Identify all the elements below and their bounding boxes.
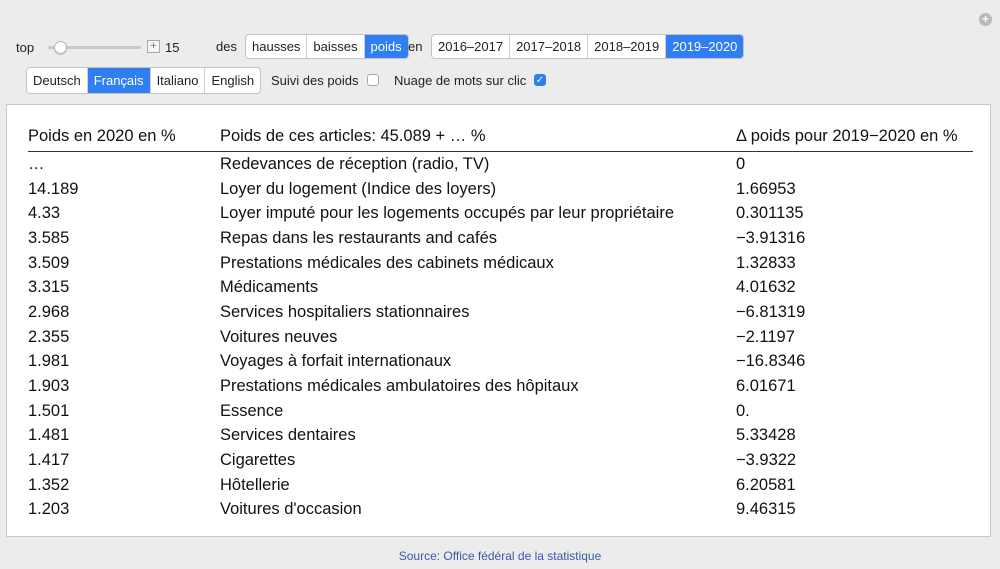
cell-delta: 1.66953	[736, 179, 796, 198]
cell-weight: 3.585	[28, 228, 70, 247]
table-header-row	[28, 122, 973, 152]
table-row	[28, 473, 973, 498]
language-selector	[26, 67, 261, 94]
track-weights-label: Suivi des poids	[271, 73, 359, 88]
sort-option-2[interactable]: poids	[365, 35, 408, 58]
sort-option-1[interactable]: baisses	[307, 35, 364, 58]
table-row	[28, 350, 973, 375]
cell-item: Loyer imputé pour les logements occupés par leur propriétaire	[220, 204, 674, 223]
cell-weight: 14.189	[28, 179, 79, 198]
cell-item: Voyages à forfait internationaux	[220, 352, 452, 371]
language-option-1[interactable]: Français	[88, 68, 151, 93]
cell-delta: 6.01671	[736, 377, 796, 396]
cell-delta: 1.32833	[736, 253, 796, 272]
cell-weight: 2.355	[28, 327, 70, 346]
cell-delta: 5.33428	[736, 426, 796, 445]
wordcloud-label: Nuage de mots sur clic	[394, 73, 527, 88]
cell-weight: 1.903	[28, 377, 70, 396]
cell-delta: −6.81319	[736, 302, 806, 321]
table-row	[28, 325, 973, 350]
cell-delta: 0.	[736, 401, 750, 420]
add-corner-icon[interactable]: +	[979, 13, 992, 26]
table-row	[28, 177, 973, 202]
cell-item: Essence	[220, 401, 284, 420]
language-option-0[interactable]: Deutsch	[27, 68, 88, 93]
cell-weight: 1.481	[28, 426, 70, 445]
table-row	[28, 448, 973, 473]
cell-item: Prestations médicales des cabinets médicaux	[220, 253, 554, 272]
cell-weight: 4.33	[28, 204, 61, 223]
cell-item: Loyer du logement (Indice des loyers)	[220, 179, 497, 198]
period-option-2[interactable]: 2018–2019	[588, 35, 666, 58]
table-row	[28, 275, 973, 300]
cell-weight: 3.315	[28, 278, 70, 297]
language-option-2[interactable]: Italiano	[151, 68, 206, 93]
table-row	[28, 424, 973, 449]
period-option-0[interactable]: 2016–2017	[432, 35, 510, 58]
cell-item: Redevances de réception (radio, TV)	[220, 154, 490, 173]
header-weight: Poids en 2020 en %	[28, 122, 220, 152]
cell-weight: 1.352	[28, 475, 70, 494]
weights-table	[28, 122, 973, 522]
wordcloud-checkbox[interactable]: ✓	[535, 75, 545, 86]
cell-weight: 1.203	[28, 500, 70, 519]
header-items: Poids de ces articles: 45.089 + … %	[220, 122, 736, 152]
des-label: des	[216, 39, 237, 54]
cell-weight: 3.509	[28, 253, 70, 272]
slider-expand-icon[interactable]: +	[147, 40, 160, 53]
cell-delta: −3.9322	[736, 451, 797, 470]
cell-item: Voitures d'occasion	[220, 500, 362, 519]
cell-weight: 1.501	[28, 401, 70, 420]
table-row	[28, 251, 973, 276]
cell-item: Cigarettes	[220, 451, 296, 470]
cell-weight: 1.981	[28, 352, 70, 371]
en-label: en	[408, 39, 423, 54]
cell-delta: −3.91316	[736, 228, 806, 247]
cell-delta: 0.301135	[736, 204, 804, 223]
language-option-3[interactable]: English	[211, 73, 255, 88]
table-row	[28, 300, 973, 325]
cell-item: Services hospitaliers stationnaires	[220, 302, 470, 321]
cell-item: Hôtellerie	[220, 475, 290, 494]
period-option-3[interactable]: 2019–2020	[666, 35, 743, 58]
source-link[interactable]: Source: Office fédéral de la statistique	[398, 549, 602, 563]
cell-delta: 0	[736, 154, 746, 173]
track-weights-checkbox[interactable]	[367, 74, 379, 86]
top-label: top	[16, 40, 35, 55]
header-delta: Δ poids pour 2019−2020 en %	[736, 122, 973, 152]
period-option-1[interactable]: 2017–2018	[510, 35, 588, 58]
table-row	[28, 399, 973, 424]
table-row	[28, 152, 973, 177]
top-slider-thumb[interactable]	[54, 41, 67, 54]
cell-weight: 2.968	[28, 302, 70, 321]
cell-delta: 9.46315	[736, 500, 796, 519]
cell-delta: −2.1197	[736, 327, 795, 346]
table-row	[28, 201, 973, 226]
sort-selector	[245, 34, 409, 59]
cell-item: Voitures neuves	[220, 327, 338, 346]
period-selector	[431, 34, 744, 59]
cell-delta: 6.20581	[736, 475, 796, 494]
results-panel	[6, 104, 991, 537]
table-row	[28, 498, 973, 523]
cell-delta: −16.8346	[736, 352, 806, 371]
cell-item: Médicaments	[220, 278, 319, 297]
table-row	[28, 374, 973, 399]
cell-weight: 1.417	[28, 451, 70, 470]
cell-item: Repas dans les restaurants and cafés	[220, 228, 497, 247]
cell-weight: …	[28, 154, 45, 173]
cell-item: Prestations médicales ambulatoires des hôpitaux	[220, 377, 579, 396]
table-row	[28, 226, 973, 251]
sort-option-0[interactable]: hausses	[246, 35, 307, 58]
cell-delta: 4.01632	[736, 278, 796, 297]
cell-item: Services dentaires	[220, 426, 356, 445]
top-value: 15	[165, 40, 180, 55]
